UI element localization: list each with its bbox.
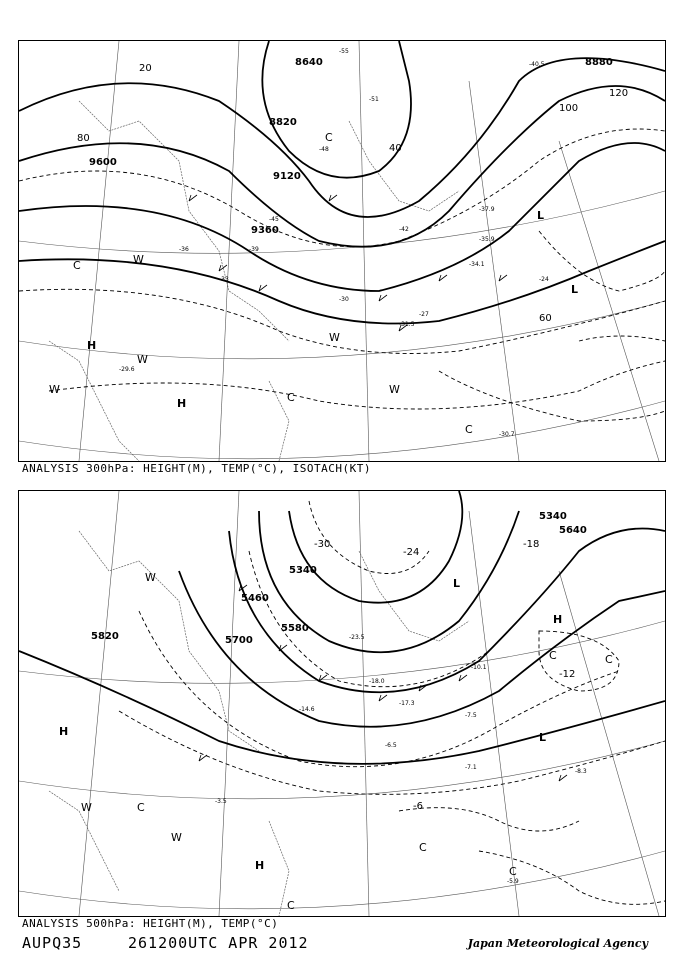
temp-label: -42: [399, 226, 409, 233]
temp-label: -35.9: [479, 236, 495, 243]
temp-label: -8.3: [575, 768, 587, 775]
temp-label: -37.9: [479, 206, 495, 213]
cold-marker: C: [549, 649, 557, 662]
temp-label: -30.7: [499, 431, 515, 438]
temp-contours: [119, 501, 665, 904]
temp-label: -23.5: [349, 634, 365, 641]
graticule: [19, 491, 665, 916]
temp-label: -30: [339, 296, 349, 303]
warm-marker: W: [171, 831, 182, 844]
temp-label: -18.0: [369, 678, 385, 685]
temp-label: -40.5: [529, 61, 545, 68]
low-marker: L: [537, 209, 545, 222]
low-marker: L: [453, 577, 461, 590]
temp-labels: [215, 539, 587, 885]
high-marker: H: [177, 397, 187, 410]
temp-label: -17.3: [399, 700, 415, 707]
height-label: 8880: [585, 57, 613, 68]
temp-label: -34.1: [469, 261, 485, 268]
temp-label: -39: [249, 246, 259, 253]
temp-labels: [119, 48, 549, 438]
map-500hpa: [19, 491, 665, 916]
temp-label: -24: [539, 276, 549, 283]
low-marker: L: [571, 283, 579, 296]
low-marker: L: [539, 731, 547, 744]
temp-label: -30: [314, 539, 331, 550]
temp-label: -31.5: [399, 321, 415, 328]
warm-marker: W: [137, 353, 148, 366]
isotach-label: 40: [389, 143, 402, 154]
caption-500hpa: ANALYSIS 500hPa: HEIGHT(M), TEMP(°C): [22, 917, 279, 930]
height-label: 8640: [295, 57, 323, 68]
high-marker: H: [59, 725, 69, 738]
temp-label: -51: [369, 96, 379, 103]
cold-marker: C: [287, 391, 295, 404]
height-label: 5340: [539, 511, 567, 522]
temp-label: -6: [413, 801, 423, 812]
warm-marker: W: [133, 253, 144, 266]
isotach-label: 80: [77, 133, 90, 144]
isotach-label: 20: [139, 63, 152, 74]
isotach-label: 120: [609, 88, 629, 99]
high-marker: H: [255, 859, 265, 872]
temp-label: -3.5: [215, 798, 227, 805]
height-label: 5580: [281, 623, 309, 634]
temp-label: -6.5: [385, 742, 397, 749]
high-marker: H: [87, 339, 97, 352]
height-label: 9120: [273, 171, 301, 182]
caption-300hpa: ANALYSIS 300hPa: HEIGHT(M), TEMP(°C), ISOTACH(KT): [22, 462, 372, 475]
temp-label: -33: [219, 276, 229, 283]
map-300hpa: [19, 41, 665, 461]
temp-label: -7.5: [465, 712, 477, 719]
cold-marker: C: [137, 801, 145, 814]
cold-marker: C: [419, 841, 427, 854]
temp-label: -24: [403, 547, 420, 558]
cold-marker: C: [325, 131, 333, 144]
height-contours: [19, 41, 665, 324]
temp-label: -29.6: [119, 366, 135, 373]
coastline: [49, 101, 459, 461]
map-panel-500hpa: [18, 490, 666, 917]
pressure-markers: [49, 131, 578, 436]
pressure-markers: [59, 571, 613, 912]
cold-marker: C: [465, 423, 473, 436]
cold-marker: C: [73, 259, 81, 272]
temp-label: -55: [339, 48, 349, 55]
height-label: 5820: [91, 631, 119, 642]
warm-marker: W: [49, 383, 60, 396]
height-label: 5700: [225, 635, 253, 646]
isotach-label: 100: [559, 103, 579, 114]
agency-name: Japan Meteorological Agency: [467, 937, 648, 950]
warm-marker: W: [389, 383, 400, 396]
warm-marker: W: [81, 801, 92, 814]
height-label: 9600: [89, 157, 117, 168]
temp-label: -7.1: [465, 764, 477, 771]
height-label: 5640: [559, 525, 587, 536]
temp-label: -45: [269, 216, 279, 223]
height-label: 5340: [289, 565, 317, 576]
temp-label: -48: [319, 146, 329, 153]
warm-marker: W: [145, 571, 156, 584]
temp-label: -36: [179, 246, 189, 253]
map-panel-300hpa: [18, 40, 666, 462]
temp-label: -10.1: [471, 664, 487, 671]
valid-time: 261200UTC APR 2012: [128, 934, 309, 952]
height-labels: [89, 57, 613, 236]
cold-marker: C: [287, 899, 295, 912]
high-marker: H: [553, 613, 563, 626]
temp-label: -18: [523, 539, 540, 550]
isotach-label: 60: [539, 313, 552, 324]
temp-label: -14.6: [299, 706, 315, 713]
chart-code: AUPQ35: [22, 934, 83, 952]
temp-label: -5.9: [507, 878, 519, 885]
cold-marker: C: [509, 865, 517, 878]
cold-marker: C: [605, 653, 613, 666]
height-label: 8820: [269, 117, 297, 128]
warm-marker: W: [329, 331, 340, 344]
temp-label: -12: [559, 669, 576, 680]
height-label: 9360: [251, 225, 279, 236]
temp-label: -27: [419, 311, 429, 318]
height-label: 5460: [241, 593, 269, 604]
